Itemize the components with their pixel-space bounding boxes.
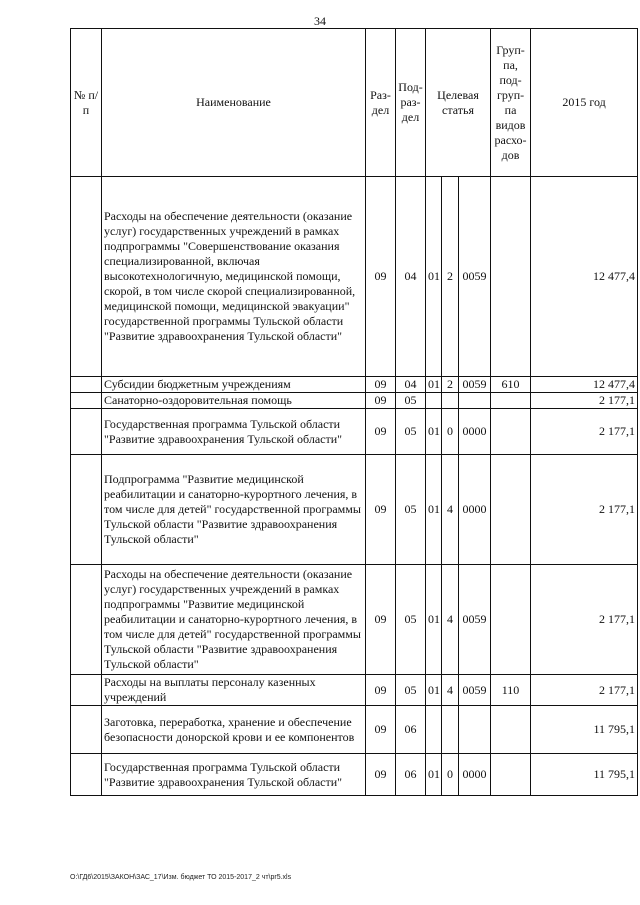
row-cs2-cell: 4 [442,675,459,706]
table-row [71,754,638,796]
header-year: 2015 год [531,29,638,177]
row-podrazdel-cell: 05 [396,409,426,455]
row-number-cell [71,393,102,409]
table-row [71,565,638,675]
row-vid-cell [491,754,531,796]
header-celevaya: Целевая статья [426,29,491,177]
table-row [71,409,638,455]
row-podrazdel-cell: 05 [396,675,426,706]
row-amount-cell: 12 477,4 [531,377,638,393]
row-cs2-cell [442,393,459,409]
row-razdel-cell: 09 [366,177,396,377]
row-cs3-cell: 0059 [459,377,491,393]
file-path-footer: O:\ГД6\2015\ЗАКОН\ЗАС_17\Изм. бюджет ТО 2015-2017_2 чт\pr5.xls [70,874,292,881]
row-number-cell [71,706,102,754]
row-cs3-cell: 0059 [459,675,491,706]
row-cs3-cell: 0059 [459,177,491,377]
row-vid-cell: 110 [491,675,531,706]
row-cs2-cell: 2 [442,377,459,393]
row-number-cell [71,409,102,455]
row-number-cell [71,377,102,393]
row-cs1-cell: 01 [426,409,442,455]
row-amount-cell: 12 477,4 [531,177,638,377]
row-number-cell [71,455,102,565]
row-podrazdel-cell: 05 [396,393,426,409]
row-name-cell: Государственная программа Тульской области "Развитие здравоохранения Тульской области" [102,409,366,455]
row-cs2-cell: 4 [442,455,459,565]
row-vid-cell [491,409,531,455]
table-row [71,675,638,706]
row-cs1-cell: 01 [426,177,442,377]
row-vid-cell [491,706,531,754]
row-amount-cell: 2 177,1 [531,455,638,565]
header-row [71,29,638,177]
row-razdel-cell: 09 [366,393,396,409]
row-razdel-cell: 09 [366,754,396,796]
row-name-cell: Заготовка, переработка, хранение и обеспечение безопасности донорской крови и ее компонентов [102,706,366,754]
header-razdel: Раз-дел [366,29,396,177]
row-podrazdel-cell: 06 [396,754,426,796]
row-razdel-cell: 09 [366,675,396,706]
row-name-cell: Расходы на обеспечение деятельности (оказание услуг) государственных учреждений в рамках подпрограммы "Совершенствование оказания специализированной, включая высокотехнологичную, медицинской помощи, скорой, в том числе скорой специализированной, медицинской помощи, медицинской эвакуации" государственной программы Тульской области "Развитие здравоохранения Тульской области" [102,177,366,377]
row-cs3-cell [459,706,491,754]
row-name-cell: Подпрограмма "Развитие медицинской реабилитации и санаторно-курортного лечения, в том числе для детей" государственной программы Тульской области "Развитие здравоохранения Тульской области" [102,455,366,565]
row-amount-cell: 11 795,1 [531,706,638,754]
table-row [71,393,638,409]
budget-table [70,28,638,796]
row-podrazdel-cell: 04 [396,377,426,393]
row-podrazdel-cell: 05 [396,455,426,565]
row-vid-cell [491,177,531,377]
row-number-cell [71,675,102,706]
table-row [71,455,638,565]
row-name-cell: Расходы на выплаты персоналу казенных учреждений [102,675,366,706]
header-name: Наименование [102,29,366,177]
row-cs1-cell: 01 [426,455,442,565]
row-cs3-cell [459,393,491,409]
row-name-cell: Санаторно-оздоровительная помощь [102,393,366,409]
row-podrazdel-cell: 06 [396,706,426,754]
table-row [71,177,638,377]
row-amount-cell: 11 795,1 [531,754,638,796]
row-name-cell: Государственная программа Тульской области "Развитие здравоохранения Тульской области" [102,754,366,796]
row-number-cell [71,754,102,796]
row-podrazdel-cell: 05 [396,565,426,675]
page-number: 34 [314,14,326,28]
row-cs1-cell [426,393,442,409]
row-number-cell [71,177,102,377]
header-vid: Груп-па, под-груп-па видов расхо-дов [491,29,531,177]
row-vid-cell [491,565,531,675]
row-razdel-cell: 09 [366,706,396,754]
row-cs2-cell: 0 [442,754,459,796]
header-podrazdel: Под-раз-дел [396,29,426,177]
row-cs1-cell [426,706,442,754]
row-cs2-cell: 4 [442,565,459,675]
row-amount-cell: 2 177,1 [531,409,638,455]
row-razdel-cell: 09 [366,377,396,393]
row-name-cell: Субсидии бюджетным учреждениям [102,377,366,393]
row-razdel-cell: 09 [366,565,396,675]
row-cs3-cell: 0000 [459,455,491,565]
row-cs1-cell: 01 [426,565,442,675]
table-row [71,706,638,754]
header-num: № п/п [71,29,102,177]
row-podrazdel-cell: 04 [396,177,426,377]
row-cs2-cell: 2 [442,177,459,377]
row-vid-cell: 610 [491,377,531,393]
row-cs3-cell: 0000 [459,754,491,796]
row-amount-cell: 2 177,1 [531,565,638,675]
table-row [71,377,638,393]
row-vid-cell [491,455,531,565]
row-cs1-cell: 01 [426,754,442,796]
row-razdel-cell: 09 [366,455,396,565]
row-razdel-cell: 09 [366,409,396,455]
row-cs3-cell: 0000 [459,409,491,455]
row-vid-cell [491,393,531,409]
row-cs1-cell: 01 [426,377,442,393]
row-cs2-cell [442,706,459,754]
row-amount-cell: 2 177,1 [531,675,638,706]
row-cs1-cell: 01 [426,675,442,706]
row-cs2-cell: 0 [442,409,459,455]
row-name-cell: Расходы на обеспечение деятельности (оказание услуг) государственных учреждений в рамках подпрограммы "Развитие медицинской реабилитации и санаторно-курортного лечения, в том числе для детей" государственной программы Тульской области "Развитие здравоохранения Тульской области" [102,565,366,675]
row-cs3-cell: 0059 [459,565,491,675]
row-number-cell [71,565,102,675]
row-amount-cell: 2 177,1 [531,393,638,409]
